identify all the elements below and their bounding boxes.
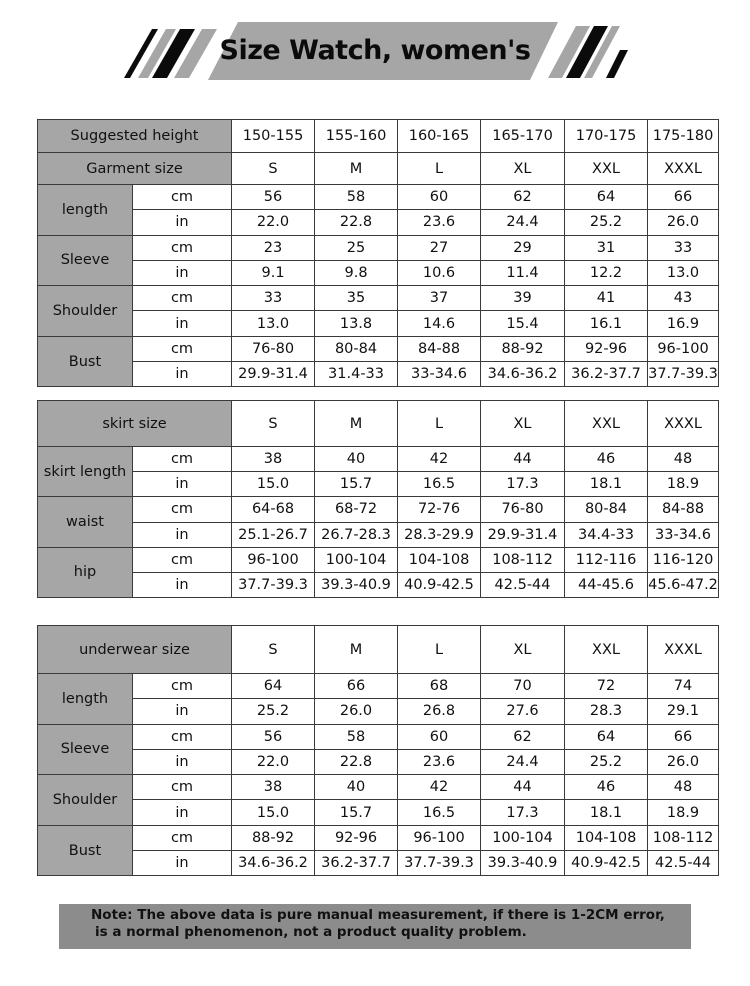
size-value: 104-108: [565, 825, 648, 850]
size-value: 60: [398, 185, 481, 210]
size-value: 18.9: [648, 800, 719, 825]
table-row: [38, 497, 719, 522]
size-value: 42.5-44: [481, 572, 565, 597]
table-row: [38, 572, 719, 597]
size-value: 42.5-44: [648, 851, 719, 876]
header-value: XL: [481, 626, 565, 674]
size-value: 15.7: [315, 800, 398, 825]
note-line-1: Note: The above data is pure manual measurement, if there is 1-2CM error,: [91, 907, 665, 923]
skirt-size-table: [37, 400, 719, 598]
measurement-label: length: [38, 185, 133, 236]
size-value: 25.1-26.7: [232, 522, 315, 547]
header-label: Garment size: [38, 153, 232, 185]
size-value: 66: [648, 185, 719, 210]
size-value: 112-116: [565, 547, 648, 572]
size-value: 84-88: [398, 336, 481, 361]
size-value: 92-96: [315, 825, 398, 850]
size-value: 15.7: [315, 472, 398, 497]
size-value: 68-72: [315, 497, 398, 522]
size-value: 18.1: [565, 472, 648, 497]
table-row: [38, 699, 719, 724]
table-row: [38, 800, 719, 825]
size-value: 96-100: [648, 336, 719, 361]
size-value: 72: [565, 674, 648, 699]
unit-label: in: [133, 362, 232, 387]
unit-label: cm: [133, 724, 232, 749]
size-value: 23: [232, 235, 315, 260]
measurement-label: Sleeve: [38, 724, 133, 775]
header-value: XL: [481, 153, 565, 185]
size-value: 27: [398, 235, 481, 260]
title-banner: [120, 20, 630, 84]
header-value: M: [315, 401, 398, 447]
size-value: 13.8: [315, 311, 398, 336]
table-row: [38, 185, 719, 210]
unit-label: cm: [133, 547, 232, 572]
measurement-label: Sleeve: [38, 235, 133, 286]
size-value: 15.4: [481, 311, 565, 336]
unit-label: in: [133, 210, 232, 235]
size-value: 44: [481, 775, 565, 800]
header-value: 155-160: [315, 120, 398, 153]
table-row: [38, 447, 719, 472]
unit-label: cm: [133, 185, 232, 210]
size-value: 31: [565, 235, 648, 260]
size-value: 29.9-31.4: [232, 362, 315, 387]
table-row: [38, 547, 719, 572]
size-value: 22.0: [232, 210, 315, 235]
size-value: 76-80: [232, 336, 315, 361]
size-value: 68: [398, 674, 481, 699]
size-value: 9.8: [315, 260, 398, 285]
table-row: [38, 472, 719, 497]
size-value: 22.8: [315, 749, 398, 774]
size-value: 96-100: [232, 547, 315, 572]
header-value: S: [232, 401, 315, 447]
table-row: [38, 825, 719, 850]
size-value: 26.0: [315, 699, 398, 724]
size-value: 36.2-37.7: [315, 851, 398, 876]
size-value: 100-104: [315, 547, 398, 572]
size-value: 16.5: [398, 472, 481, 497]
size-value: 46: [565, 775, 648, 800]
size-value: 108-112: [648, 825, 719, 850]
size-value: 25.2: [232, 699, 315, 724]
table-row: [38, 851, 719, 876]
size-value: 29.9-31.4: [481, 522, 565, 547]
measurement-label: Bust: [38, 825, 133, 876]
size-value: 38: [232, 447, 315, 472]
table-row: [38, 311, 719, 336]
header-value: M: [315, 153, 398, 185]
size-value: 42: [398, 447, 481, 472]
size-value: 80-84: [315, 336, 398, 361]
measurement-note: [59, 904, 691, 949]
size-value: 88-92: [481, 336, 565, 361]
table-row: [38, 522, 719, 547]
size-value: 66: [648, 724, 719, 749]
unit-label: in: [133, 572, 232, 597]
size-value: 39.3-40.9: [315, 572, 398, 597]
size-value: 34.6-36.2: [232, 851, 315, 876]
header-value: S: [232, 153, 315, 185]
header-row: [38, 153, 719, 185]
measurement-label: waist: [38, 497, 133, 547]
header-value: M: [315, 626, 398, 674]
size-value: 72-76: [398, 497, 481, 522]
unit-label: cm: [133, 336, 232, 361]
size-value: 37.7-39.3: [648, 362, 719, 387]
size-value: 14.6: [398, 311, 481, 336]
header-row: [38, 120, 719, 153]
size-value: 92-96: [565, 336, 648, 361]
size-value: 16.5: [398, 800, 481, 825]
header-value: XXL: [565, 626, 648, 674]
table-row: [38, 362, 719, 387]
size-value: 62: [481, 185, 565, 210]
size-value: 48: [648, 775, 719, 800]
unit-label: cm: [133, 286, 232, 311]
size-value: 17.3: [481, 472, 565, 497]
size-value: 10.6: [398, 260, 481, 285]
size-value: 37: [398, 286, 481, 311]
header-value: L: [398, 626, 481, 674]
header-value: 150-155: [232, 120, 315, 153]
size-value: 37.7-39.3: [232, 572, 315, 597]
measurement-label: length: [38, 674, 133, 725]
size-value: 100-104: [481, 825, 565, 850]
size-value: 88-92: [232, 825, 315, 850]
header-value: XXXL: [648, 626, 719, 674]
size-value: 26.0: [648, 210, 719, 235]
note-line-2: is a normal phenomenon, not a product quality problem.: [95, 924, 527, 940]
size-value: 29.1: [648, 699, 719, 724]
size-value: 104-108: [398, 547, 481, 572]
garment-size-table: [37, 119, 719, 387]
size-value: 18.1: [565, 800, 648, 825]
header-value: 175-180: [648, 120, 719, 153]
size-value: 25: [315, 235, 398, 260]
size-value: 26.0: [648, 749, 719, 774]
size-value: 35: [315, 286, 398, 311]
measurement-label: Bust: [38, 336, 133, 387]
header-value: 170-175: [565, 120, 648, 153]
table-row: [38, 235, 719, 260]
size-value: 40.9-42.5: [398, 572, 481, 597]
size-value: 96-100: [398, 825, 481, 850]
unit-label: cm: [133, 674, 232, 699]
unit-label: cm: [133, 447, 232, 472]
header-value: L: [398, 153, 481, 185]
size-value: 56: [232, 185, 315, 210]
size-value: 64: [565, 185, 648, 210]
size-value: 15.0: [232, 800, 315, 825]
measurement-label: hip: [38, 547, 133, 597]
size-value: 34.6-36.2: [481, 362, 565, 387]
header-label: Suggested height: [38, 120, 232, 153]
size-value: 23.6: [398, 749, 481, 774]
size-value: 36.2-37.7: [565, 362, 648, 387]
size-value: 23.6: [398, 210, 481, 235]
header-value: XXL: [565, 153, 648, 185]
unit-label: in: [133, 311, 232, 336]
underwear-size-table: [37, 625, 719, 876]
header-label: underwear size: [38, 626, 232, 674]
size-value: 33: [648, 235, 719, 260]
size-value: 13.0: [232, 311, 315, 336]
header-value: S: [232, 626, 315, 674]
unit-label: cm: [133, 825, 232, 850]
table-row: [38, 674, 719, 699]
size-value: 22.8: [315, 210, 398, 235]
size-value: 16.1: [565, 311, 648, 336]
size-value: 37.7-39.3: [398, 851, 481, 876]
unit-label: cm: [133, 235, 232, 260]
size-value: 40: [315, 447, 398, 472]
size-value: 58: [315, 724, 398, 749]
size-value: 26.8: [398, 699, 481, 724]
header-value: 165-170: [481, 120, 565, 153]
size-value: 64-68: [232, 497, 315, 522]
size-value: 58: [315, 185, 398, 210]
size-value: 66: [315, 674, 398, 699]
size-value: 28.3: [565, 699, 648, 724]
size-value: 108-112: [481, 547, 565, 572]
table-row: [38, 749, 719, 774]
size-value: 33-34.6: [398, 362, 481, 387]
table-row: [38, 210, 719, 235]
unit-label: in: [133, 522, 232, 547]
unit-label: in: [133, 800, 232, 825]
size-value: 24.4: [481, 210, 565, 235]
size-value: 29: [481, 235, 565, 260]
size-value: 13.0: [648, 260, 719, 285]
size-value: 41: [565, 286, 648, 311]
size-value: 45.6-47.2: [648, 572, 719, 597]
size-value: 39.3-40.9: [481, 851, 565, 876]
header-value: L: [398, 401, 481, 447]
header-value: XXXL: [648, 401, 719, 447]
size-value: 15.0: [232, 472, 315, 497]
size-value: 40.9-42.5: [565, 851, 648, 876]
size-value: 74: [648, 674, 719, 699]
unit-label: cm: [133, 497, 232, 522]
size-value: 60: [398, 724, 481, 749]
size-value: 34.4-33: [565, 522, 648, 547]
size-value: 43: [648, 286, 719, 311]
size-value: 24.4: [481, 749, 565, 774]
table-row: [38, 775, 719, 800]
table-row: [38, 336, 719, 361]
size-value: 27.6: [481, 699, 565, 724]
measurement-label: Shoulder: [38, 286, 133, 337]
size-value: 40: [315, 775, 398, 800]
size-value: 80-84: [565, 497, 648, 522]
unit-label: in: [133, 749, 232, 774]
size-value: 48: [648, 447, 719, 472]
size-value: 76-80: [481, 497, 565, 522]
size-value: 16.9: [648, 311, 719, 336]
size-value: 46: [565, 447, 648, 472]
size-value: 33-34.6: [648, 522, 719, 547]
header-row: [38, 626, 719, 674]
size-value: 42: [398, 775, 481, 800]
size-value: 44-45.6: [565, 572, 648, 597]
size-value: 64: [232, 674, 315, 699]
header-row: [38, 401, 719, 447]
size-value: 9.1: [232, 260, 315, 285]
size-value: 28.3-29.9: [398, 522, 481, 547]
measurement-label: Shoulder: [38, 775, 133, 826]
header-value: XL: [481, 401, 565, 447]
unit-label: in: [133, 472, 232, 497]
size-value: 26.7-28.3: [315, 522, 398, 547]
size-value: 56: [232, 724, 315, 749]
unit-label: in: [133, 851, 232, 876]
size-value: 25.2: [565, 749, 648, 774]
table-row: [38, 286, 719, 311]
size-value: 116-120: [648, 547, 719, 572]
size-value: 18.9: [648, 472, 719, 497]
size-value: 84-88: [648, 497, 719, 522]
page-title: Size Watch, women's: [219, 35, 531, 66]
unit-label: in: [133, 260, 232, 285]
size-value: 31.4-33: [315, 362, 398, 387]
unit-label: in: [133, 699, 232, 724]
header-value: XXL: [565, 401, 648, 447]
size-value: 38: [232, 775, 315, 800]
size-value: 44: [481, 447, 565, 472]
size-value: 33: [232, 286, 315, 311]
size-value: 25.2: [565, 210, 648, 235]
size-value: 64: [565, 724, 648, 749]
size-value: 70: [481, 674, 565, 699]
size-value: 12.2: [565, 260, 648, 285]
table-row: [38, 260, 719, 285]
header-value: XXXL: [648, 153, 719, 185]
size-value: 62: [481, 724, 565, 749]
header-label: skirt size: [38, 401, 232, 447]
size-value: 11.4: [481, 260, 565, 285]
header-value: 160-165: [398, 120, 481, 153]
unit-label: cm: [133, 775, 232, 800]
size-value: 17.3: [481, 800, 565, 825]
table-row: [38, 724, 719, 749]
size-value: 39: [481, 286, 565, 311]
size-value: 22.0: [232, 749, 315, 774]
measurement-label: skirt length: [38, 447, 133, 497]
